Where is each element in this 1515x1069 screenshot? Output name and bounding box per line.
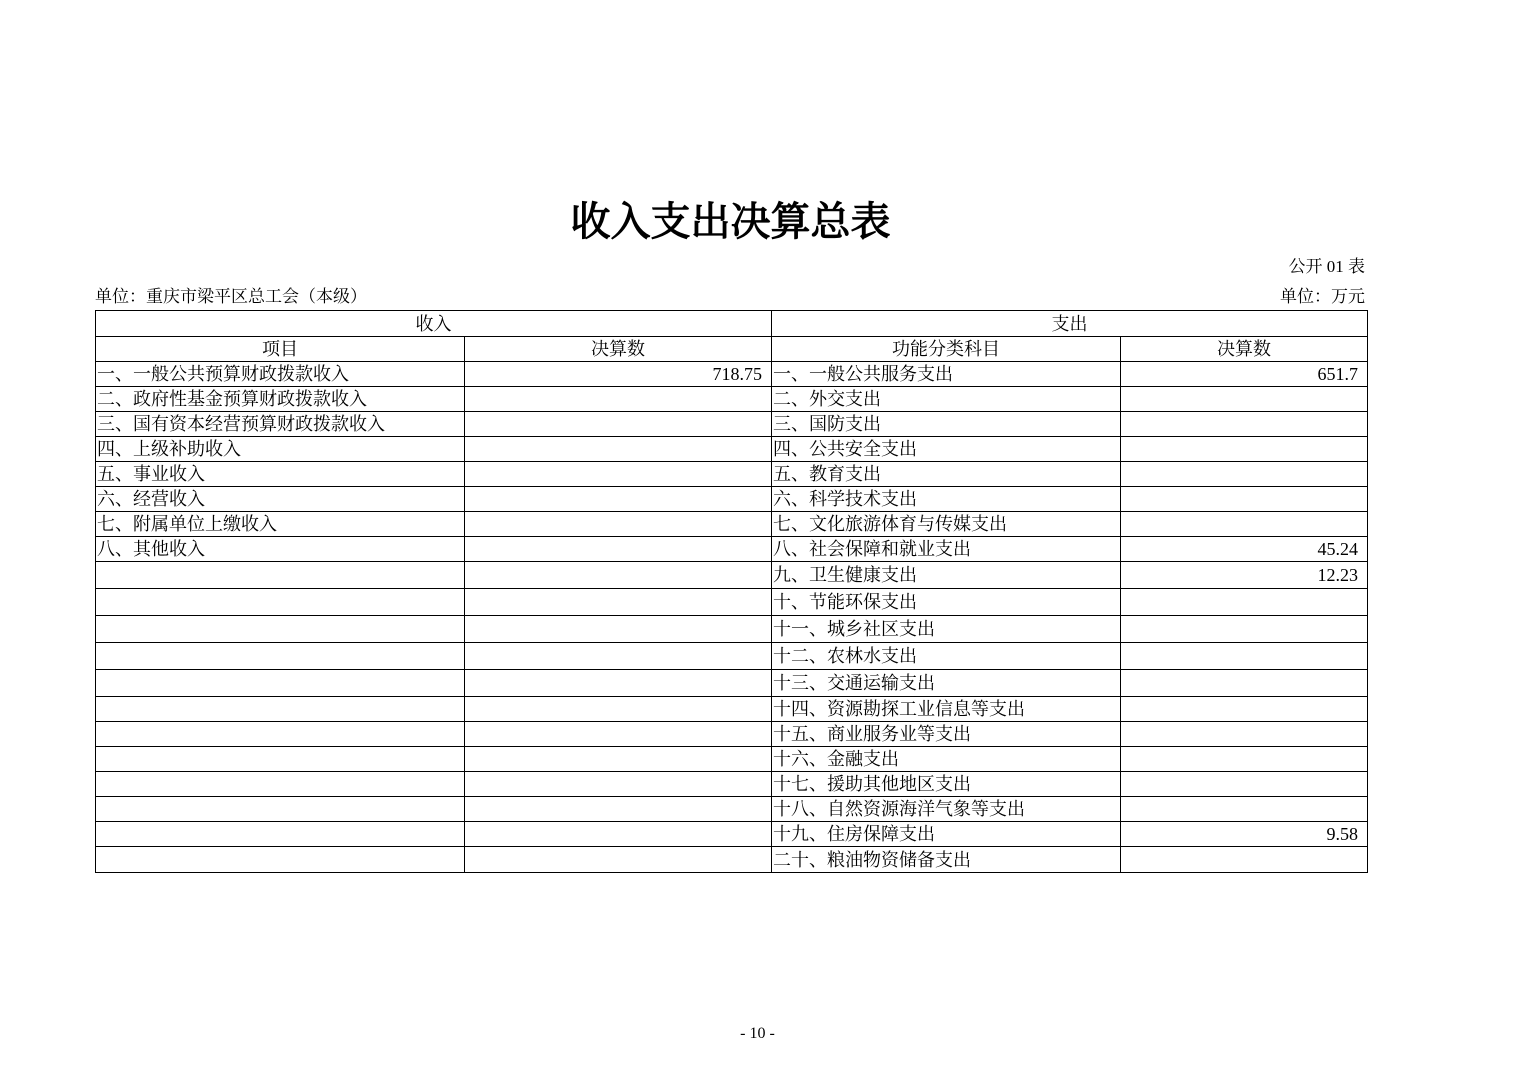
- table-row: [96, 670, 1368, 697]
- table-row: [96, 772, 1368, 797]
- income-amount-cell: [465, 643, 772, 670]
- expense-item-cell: 四、公共安全支出: [772, 437, 1121, 462]
- expense-amount-cell: 651.7: [1121, 362, 1368, 387]
- income-item-cell: [96, 589, 465, 616]
- income-amount-cell: [465, 822, 772, 847]
- expense-amount-cell: [1121, 797, 1368, 822]
- section-header-row: [96, 311, 1368, 337]
- income-item-cell: 一、一般公共预算财政拨款收入: [96, 362, 465, 387]
- income-amount-cell: 718.75: [465, 362, 772, 387]
- income-amount-cell: [465, 847, 772, 873]
- column-header-expense-amount: 决算数: [1121, 337, 1368, 362]
- table-header: [96, 311, 1368, 362]
- column-header-income-amount: 决算数: [465, 337, 772, 362]
- income-amount-cell: [465, 462, 772, 487]
- income-item-cell: [96, 562, 465, 589]
- expense-item-cell: 六、科学技术支出: [772, 487, 1121, 512]
- expense-amount-cell: 9.58: [1121, 822, 1368, 847]
- expense-item-cell: 七、文化旅游体育与传媒支出: [772, 512, 1121, 537]
- table-row: [96, 412, 1368, 437]
- table-row: [96, 822, 1368, 847]
- expense-item-cell: 十四、资源勘探工业信息等支出: [772, 697, 1121, 722]
- table-row: [96, 643, 1368, 670]
- expense-item-cell: 十三、交通运输支出: [772, 670, 1121, 697]
- income-amount-cell: [465, 797, 772, 822]
- expense-item-cell: 二、外交支出: [772, 387, 1121, 412]
- expense-amount-cell: [1121, 412, 1368, 437]
- expense-amount-cell: [1121, 722, 1368, 747]
- income-item-cell: 三、国有资本经营预算财政拨款收入: [96, 412, 465, 437]
- expense-amount-cell: [1121, 589, 1368, 616]
- income-amount-cell: [465, 697, 772, 722]
- income-item-cell: [96, 772, 465, 797]
- income-amount-cell: [465, 387, 772, 412]
- income-item-cell: [96, 797, 465, 822]
- expense-amount-cell: [1121, 487, 1368, 512]
- expense-amount-cell: [1121, 462, 1368, 487]
- column-header-expense-item: 功能分类科目: [772, 337, 1121, 362]
- expense-item-cell: 十二、农林水支出: [772, 643, 1121, 670]
- column-header-row: [96, 337, 1368, 362]
- expense-amount-cell: [1121, 772, 1368, 797]
- income-item-cell: 二、政府性基金预算财政拨款收入: [96, 387, 465, 412]
- expense-amount-cell: 45.24: [1121, 537, 1368, 562]
- expense-item-cell: 十五、商业服务业等支出: [772, 722, 1121, 747]
- table-row: [96, 697, 1368, 722]
- table-row: [96, 537, 1368, 562]
- expense-amount-cell: [1121, 747, 1368, 772]
- table-row: [96, 797, 1368, 822]
- column-header-income-item: 项目: [96, 337, 465, 362]
- expense-item-cell: 十一、城乡社区支出: [772, 616, 1121, 643]
- income-amount-cell: [465, 512, 772, 537]
- income-amount-cell: [465, 747, 772, 772]
- unit-organization-label: 单位：重庆市梁平区总工会（本级）: [95, 287, 367, 306]
- expense-amount-cell: [1121, 643, 1368, 670]
- table-row: [96, 462, 1368, 487]
- income-amount-cell: [465, 670, 772, 697]
- income-item-cell: 七、附属单位上缴收入: [96, 512, 465, 537]
- expense-item-cell: 十八、自然资源海洋气象等支出: [772, 797, 1121, 822]
- income-item-cell: [96, 670, 465, 697]
- page-title: 收入支出决算总表: [570, 199, 891, 244]
- expense-item-cell: 二十、粮油物资储备支出: [772, 847, 1121, 873]
- income-amount-cell: [465, 487, 772, 512]
- table-row: [96, 616, 1368, 643]
- income-item-cell: 五、事业收入: [96, 462, 465, 487]
- table-row: [96, 747, 1368, 772]
- table-row: [96, 562, 1368, 589]
- income-item-cell: 八、其他收入: [96, 537, 465, 562]
- income-expense-summary-table: [95, 310, 1368, 873]
- table-row: [96, 487, 1368, 512]
- income-amount-cell: [465, 562, 772, 589]
- table-row: [96, 589, 1368, 616]
- table-row: [96, 387, 1368, 412]
- income-amount-cell: [465, 772, 772, 797]
- expense-amount-cell: 12.23: [1121, 562, 1368, 589]
- table-row: [96, 437, 1368, 462]
- income-amount-cell: [465, 537, 772, 562]
- income-item-cell: [96, 847, 465, 873]
- expense-item-cell: 九、卫生健康支出: [772, 562, 1121, 589]
- table-row: [96, 847, 1368, 873]
- income-amount-cell: [465, 412, 772, 437]
- income-amount-cell: [465, 437, 772, 462]
- expense-item-cell: 五、教育支出: [772, 462, 1121, 487]
- expense-amount-cell: [1121, 697, 1368, 722]
- expense-section-header: 支出: [772, 311, 1368, 337]
- expense-item-cell: 八、社会保障和就业支出: [772, 537, 1121, 562]
- table-row: [96, 512, 1368, 537]
- income-amount-cell: [465, 722, 772, 747]
- expense-amount-cell: [1121, 512, 1368, 537]
- form-number-label: 公开 01 表: [1288, 257, 1365, 276]
- income-item-cell: [96, 822, 465, 847]
- table-body: [96, 362, 1368, 873]
- expense-amount-cell: [1121, 616, 1368, 643]
- income-amount-cell: [465, 589, 772, 616]
- expense-amount-cell: [1121, 847, 1368, 873]
- income-item-cell: 四、上级补助收入: [96, 437, 465, 462]
- expense-item-cell: 十七、援助其他地区支出: [772, 772, 1121, 797]
- expense-item-cell: 三、国防支出: [772, 412, 1121, 437]
- expense-amount-cell: [1121, 437, 1368, 462]
- income-item-cell: [96, 643, 465, 670]
- income-amount-cell: [465, 616, 772, 643]
- expense-amount-cell: [1121, 670, 1368, 697]
- income-item-cell: [96, 697, 465, 722]
- income-section-header: 收入: [96, 311, 772, 337]
- expense-item-cell: 十六、金融支出: [772, 747, 1121, 772]
- page-number: - 10 -: [740, 1025, 775, 1042]
- income-item-cell: [96, 722, 465, 747]
- table-row: [96, 362, 1368, 387]
- table-row: [96, 722, 1368, 747]
- income-item-cell: 六、经营收入: [96, 487, 465, 512]
- expense-item-cell: 一、一般公共服务支出: [772, 362, 1121, 387]
- income-item-cell: [96, 747, 465, 772]
- expense-amount-cell: [1121, 387, 1368, 412]
- unit-currency-label: 单位：万元: [1280, 287, 1365, 306]
- expense-item-cell: 十九、住房保障支出: [772, 822, 1121, 847]
- expense-item-cell: 十、节能环保支出: [772, 589, 1121, 616]
- income-item-cell: [96, 616, 465, 643]
